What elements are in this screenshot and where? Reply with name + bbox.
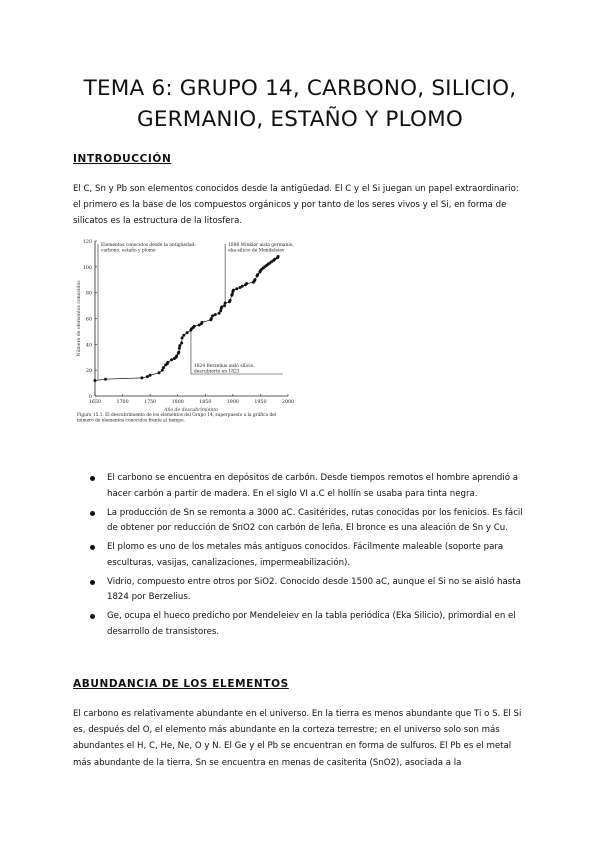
data-point <box>273 258 276 261</box>
data-point <box>162 366 165 369</box>
bullet-text: Vidrio, compuesto entre otros por SiO2. Conocido desde 1500 aC, aunque el Si no se aisló hasta 1824 por Berzelius. <box>107 576 521 603</box>
bullet-item <box>90 575 530 606</box>
x-tick-label: 1650 <box>88 400 102 405</box>
title-line-1: TEMA 6: GRUPO 14, CARBONO, SILICIO, <box>83 76 517 101</box>
bullet-item <box>90 506 530 537</box>
data-point <box>210 317 213 320</box>
bullet-text: La producción de Sn se remonta a 3000 aC. Casitérides, rutas conocidas por los fenicios. Es fácil de obtener por reducción de SnO2 con carbón de leña. El bronce es una aleación de Sn y Cu. <box>107 507 523 534</box>
data-point <box>231 293 234 296</box>
data-point <box>219 309 222 312</box>
bullet-dot-icon <box>90 476 95 481</box>
annotation-germanium: eka-silicio de Mendeleiev <box>228 248 285 254</box>
y-tick-label: 80 <box>85 291 92 297</box>
x-tick-label: 1800 <box>171 400 184 405</box>
y-tick-label: 120 <box>82 240 92 245</box>
data-point <box>104 378 107 381</box>
data-point <box>220 305 223 308</box>
data-point <box>149 374 152 377</box>
data-point <box>256 273 259 276</box>
x-axis-label: Año de descubrimiento <box>164 408 218 413</box>
x-tick-label: 1700 <box>116 400 129 405</box>
data-point <box>186 331 189 334</box>
heading-introduccion: INTRODUCCIÓN <box>73 153 172 165</box>
annotation-antiquity: Elementos conocidos desde la antigüedad: <box>101 243 196 248</box>
data-point <box>218 312 221 315</box>
bullet-dot-icon <box>90 511 95 516</box>
data-point <box>175 355 178 358</box>
annotation-silicon: 1824 Berzelius aisló silicio, <box>193 364 255 369</box>
data-point <box>177 351 180 354</box>
title-line-2: GERMANIO, ESTAÑO Y PLOMO <box>136 107 464 132</box>
history-bullet-list <box>90 471 530 644</box>
annotation-germanium: 1886 Winkler aisla germanio, <box>228 243 294 248</box>
data-point <box>277 255 280 258</box>
data-point <box>253 278 256 281</box>
data-point <box>214 313 217 316</box>
heading-abundancia: ABUNDANCIA DE LOS ELEMENTOS <box>73 678 289 690</box>
data-point <box>94 379 97 382</box>
data-point <box>193 325 196 328</box>
data-point <box>140 376 143 379</box>
data-point <box>166 361 169 364</box>
bullet-text: El plomo es uno de los metales más antiguos conocidos. Fácilmente maleable (soporte para esculturas, vasijas, canalizaciones, impermeabilización). <box>107 542 504 568</box>
x-tick-label: 1750 <box>144 400 157 405</box>
data-point <box>158 371 161 374</box>
data-point <box>178 344 181 347</box>
data-point <box>161 369 164 372</box>
discovery-chart <box>73 232 303 432</box>
abundance-paragraph: El carbono es relativamente abundante en el universo. En la tierra es menos abundante que Ti o S. El Si es, después del O, el elemento más abundante en la corteza terrestre; en el universo solo son más abundantes el H, C, He, Ne, O y N. El Ge y el Pb se encuentran en forma de sulfuros. El Pb es el metal más abundante de la tierra. Sn se encuentra en menas de casiterita (SnO2), asociada a la <box>73 709 522 768</box>
bullet-item <box>90 471 530 502</box>
data-point <box>232 289 235 292</box>
y-axis-label: Número de elementos conocidos <box>77 280 82 357</box>
bullet-text: El carbono se encuentra en depósitos de carbón. Desde tiempos remotos el hombre aprendió a hacer carbón a partir de madera. En el siglo VI a.C el hollín se usaba para tinta negra. <box>107 473 518 499</box>
series-line <box>95 257 278 381</box>
annotation-silicon: descubierto en 1823 <box>193 369 240 375</box>
data-point <box>182 334 185 337</box>
data-point <box>170 358 173 361</box>
data-point <box>181 336 184 339</box>
data-point <box>241 285 244 288</box>
data-point <box>201 321 204 324</box>
intro-paragraph: El C, Sn y Pb son elementos conocidos desde la antigüedad. El C y el Si juegan un papel extraordinario: el primero es la base de los compuestos orgánicos y por tanto de los seres vivos y el Si, en forma de silicatos es la estructura de la litosfera. <box>73 184 519 227</box>
data-point <box>229 299 232 302</box>
annotation-antiquity: carbono, estaño y plomo <box>101 248 156 254</box>
data-point <box>180 342 183 345</box>
y-tick-label: 100 <box>82 265 92 271</box>
data-point <box>223 304 226 307</box>
x-tick-label: 1950 <box>254 400 267 405</box>
y-tick-label: 60 <box>85 317 92 323</box>
data-point <box>235 287 238 290</box>
bullet-item <box>90 609 530 640</box>
bullet-item <box>90 540 530 571</box>
y-tick-label: 20 <box>85 369 92 375</box>
x-tick-label: 2000 <box>281 400 295 405</box>
data-point <box>146 375 149 378</box>
data-point <box>178 347 181 350</box>
x-tick-label: 1850 <box>199 400 212 405</box>
y-tick-label: 0 <box>88 395 92 400</box>
bullet-dot-icon <box>90 545 95 550</box>
y-tick-label: 40 <box>85 343 92 349</box>
data-point <box>211 314 214 317</box>
bullet-dot-icon <box>90 614 95 619</box>
bullet-text: Ge, ocupa el hueco predicho por Mendeleiev en la tabla periódica (Eka Silicio), primordial en el desarrollo de transistores. <box>107 611 516 638</box>
x-tick-label: 1900 <box>226 400 239 405</box>
bullet-dot-icon <box>90 580 95 585</box>
figure-caption: número de elementos conocidos frente al tiempo. <box>77 418 185 424</box>
figure-caption: Figura 15.1. El descubrimiento de los elementos del Grupo 14, superpuesto a la gráfica del <box>77 413 277 418</box>
data-point <box>245 282 248 285</box>
